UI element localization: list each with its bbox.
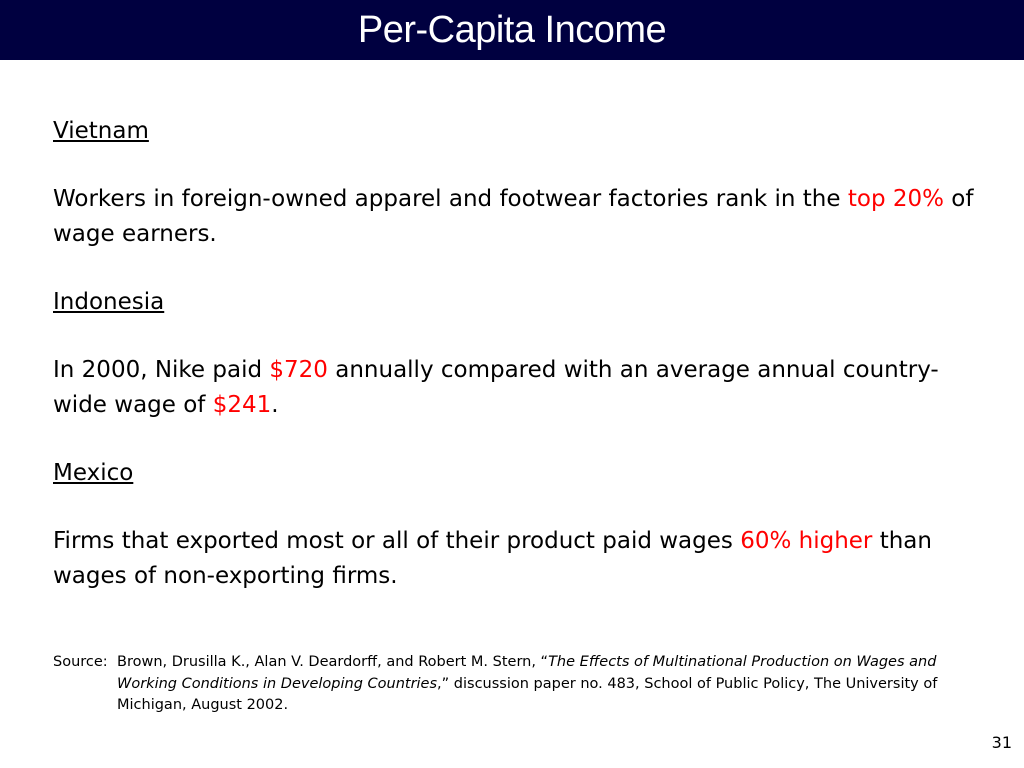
vietnam-highlight: top 20%: [847, 186, 944, 212]
vietnam-text-after: of wage earners.: [53, 186, 974, 247]
source-citation: [53, 652, 953, 717]
section-text-indonesia: [53, 353, 978, 423]
slide-title: Per-Capita Income: [357, 9, 667, 51]
section-text-vietnam: [53, 182, 978, 252]
mexico-text-after: than wages of non-exporting firms.: [53, 528, 932, 589]
mexico-highlight: 60% higher: [740, 528, 873, 554]
source-details: ,” discussion paper no. 483, School of Public Policy, The University of Michigan, August 2002.: [117, 675, 938, 713]
indonesia-text-after: .: [271, 392, 279, 418]
vietnam-text-before: Workers in foreign-owned apparel and footwear factories rank in the: [53, 186, 848, 212]
indonesia-highlight-average-wage: $241: [212, 392, 272, 418]
section-heading-mexico: Mexico: [53, 460, 134, 486]
source-paper-title: The Effects of Multinational Production on Wages and Working Conditions in Developing Countries: [117, 654, 937, 692]
indonesia-text-before: In 2000, Nike paid: [53, 357, 270, 383]
source-body: [117, 652, 953, 717]
indonesia-highlight-nike-wage: $720: [269, 357, 328, 383]
title-bar: [0, 0, 1024, 60]
source-label: Source:: [53, 654, 108, 670]
section-heading-indonesia: Indonesia: [53, 289, 165, 315]
section-text-mexico: [53, 524, 978, 594]
indonesia-text-middle: annually compared with an average annual country-wide wage of: [53, 357, 939, 418]
source-authors: Brown, Drusilla K., Alan V. Deardorff, and Robert M. Stern, “: [117, 654, 549, 670]
section-heading-vietnam: Vietnam: [53, 118, 149, 144]
mexico-text-before: Firms that exported most or all of their product paid wages: [53, 528, 741, 554]
page-number: 31: [991, 733, 1012, 752]
slide-content: [53, 114, 978, 627]
